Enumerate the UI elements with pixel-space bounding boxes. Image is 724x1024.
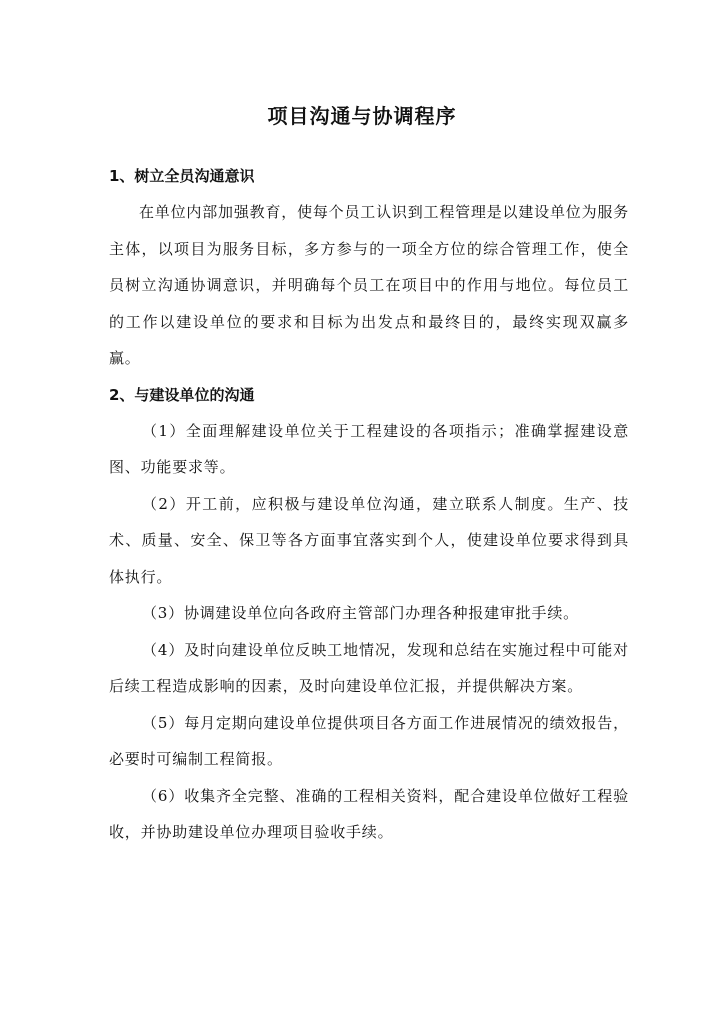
section-2-paragraph-2: （2）开工前，应积极与建设单位沟通，建立联系人制度。生产、技术、质量、安全、保卫等各方面事宜落实到个人，使建设单位要求得到具体执行。 [109,494,629,586]
section-2-paragraph-3: （3）协调建设单位向各政府主管部门办理各种报建审批手续。 [142,604,579,622]
section-2-paragraph-1: （1）全面理解建设单位关于工程建设的各项指示；准确掌握建设意图、功能要求等。 [109,421,629,476]
section-2-paragraph-6: （6）收集齐全完整、准确的工程相关资料，配合建设单位做好工程验收，并协助建设单位办理项目验收手续。 [109,786,629,841]
section-2-paragraph-4: （4）及时向建设单位反映工地情况，发现和总结在实施过程中可能对后续工程造成影响的因素，及时向建设单位汇报，并提供解决方案。 [109,640,629,695]
document-body [109,158,629,851]
document-title: 项目沟通与协调程序 [267,104,457,128]
section-1-heading: 1、树立全员沟通意识 [109,167,255,185]
section-1-paragraph-1: 在单位内部加强教育，使每个员工认识到工程管理是以建设单位为服务主体，以项目为服务目标，多方参与的一项全方位的综合管理工作，使全员树立沟通协调意识，并明确每个员工在项目中的作用与地位。每位员工的工作以建设单位的要求和目标为出发点和最终目的，最终实现双赢多赢。 [109,203,629,367]
section-2-paragraph-5: （5）每月定期向建设单位提供项目各方面工作进展情况的绩效报告，必要时可编制工程简报。 [109,713,629,768]
section-2-heading: 2、与建设单位的沟通 [109,385,255,404]
